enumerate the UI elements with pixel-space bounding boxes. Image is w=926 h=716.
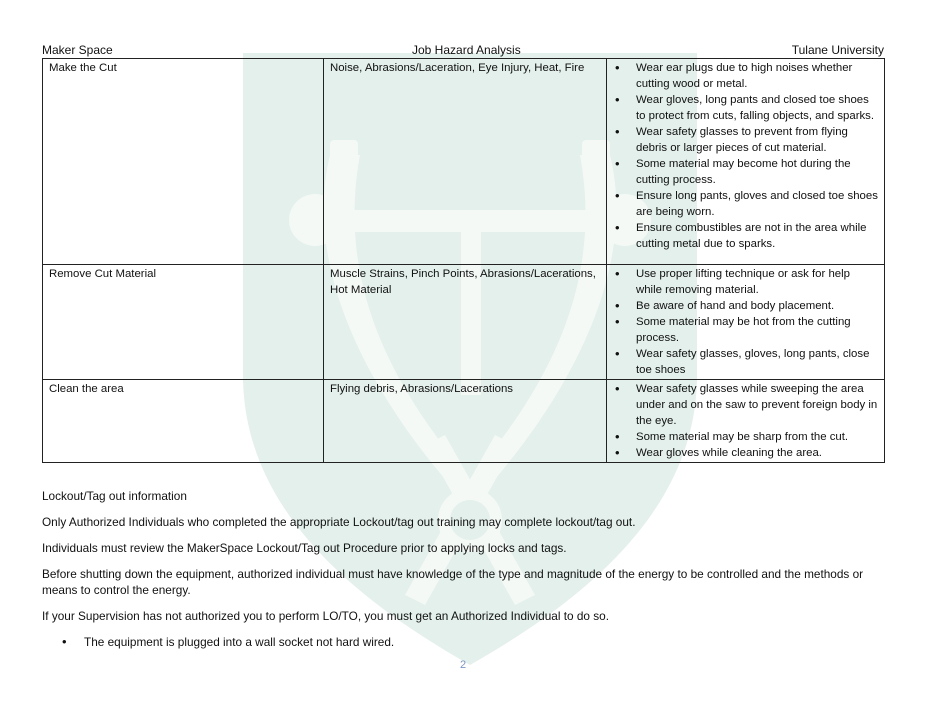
hazards-cell: Flying debris, Abrasions/Lacerations xyxy=(324,380,607,463)
hazards-cell: Muscle Strains, Pinch Points, Abrasions/Lacerations, Hot Material xyxy=(324,265,607,380)
paragraph: If your Supervision has not authorized you to perform LO/TO, you must get an Authorized Individual to do so. xyxy=(42,609,610,623)
header-left: Maker Space xyxy=(42,43,113,57)
header-right: Tulane University xyxy=(791,43,884,57)
list-item: • Ensure combustibles are not in the area while cutting metal due to sparks. xyxy=(615,220,878,252)
list-item: • Some material may be sharp from the cut. xyxy=(615,429,878,445)
list-item: • Ensure long pants, gloves and closed toe shoes are being worn. xyxy=(615,188,878,220)
list-item: • Wear safety glasses to prevent from flying debris or larger pieces of cut material. xyxy=(615,124,878,156)
page-header xyxy=(42,43,884,59)
header-title: Job Hazard Analysis xyxy=(412,43,521,57)
list-item: • Wear safety glasses while sweeping the area under and on the saw to prevent foreign body in the eye. xyxy=(615,381,878,429)
section-title: Lockout/Tag out information xyxy=(42,489,187,503)
job-step-cell: Remove Cut Material xyxy=(43,265,324,380)
table-row xyxy=(43,265,885,380)
list-item: • Wear gloves while cleaning the area. xyxy=(615,445,878,461)
list-item: • Wear safety glasses, gloves, long pants, close toe shoes xyxy=(615,346,878,378)
controls-cell xyxy=(607,59,885,265)
paragraph: Before shutting down the equipment, authorized individual must have knowledge of the type and magnitude of the energy to be controlled and the methods or means to control the energy. xyxy=(42,567,864,597)
hazards-cell: Noise, Abrasions/Laceration, Eye Injury, Heat, Fire xyxy=(324,59,607,265)
list-item: • Use proper lifting technique or ask for help while removing material. xyxy=(615,266,878,298)
list-item: • The equipment is plugged into a wall socket not hard wired. xyxy=(42,634,887,650)
list-item: • Wear ear plugs due to high noises whether cutting wood or metal. xyxy=(615,60,878,92)
list-item: • Some material may become hot during the cutting process. xyxy=(615,156,878,188)
paragraph: Individuals must review the MakerSpace Lockout/Tag out Procedure prior to applying locks and tags. xyxy=(42,541,567,555)
controls-cell xyxy=(607,265,885,380)
controls-cell xyxy=(607,380,885,463)
list-item: • Wear gloves, long pants and closed toe shoes to protect from cuts, falling objects, and sparks. xyxy=(615,92,878,124)
list-item: • Be aware of hand and body placement. xyxy=(615,298,878,314)
page-number: 2 xyxy=(459,659,467,671)
job-step-cell: Make the Cut xyxy=(43,59,324,265)
table-row xyxy=(43,380,885,463)
paragraph: Only Authorized Individuals who completed the appropriate Lockout/tag out training may complete lockout/tag out. xyxy=(42,515,636,529)
job-step-cell: Clean the area xyxy=(43,380,324,463)
hazard-table xyxy=(42,58,885,463)
table-row xyxy=(43,59,885,265)
lockout-section xyxy=(42,488,887,650)
list-item: • Some material may be hot from the cutting process. xyxy=(615,314,878,346)
